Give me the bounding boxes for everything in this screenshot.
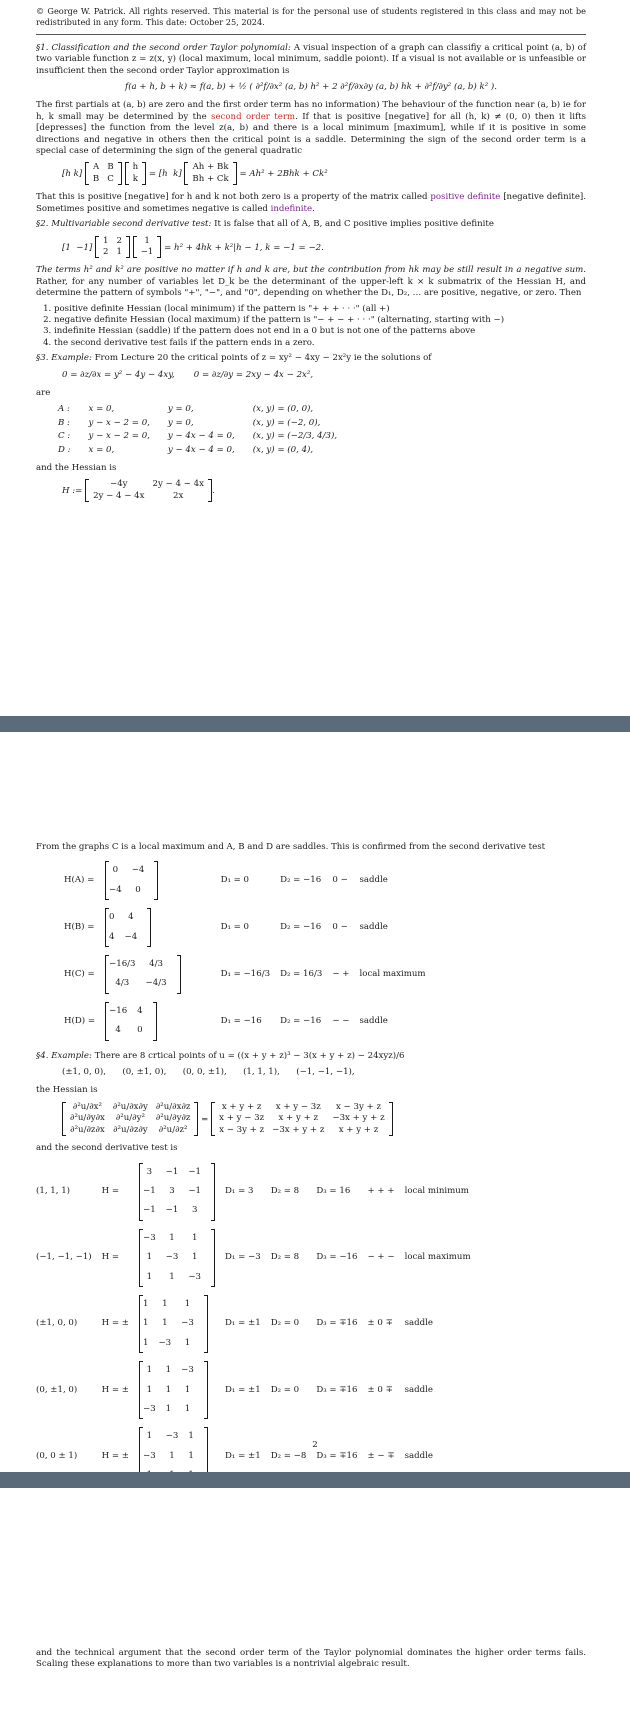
table-row: C : y − x − 2 = 0, y − 4x − 4 = 0, (x, y) = (−2/3, 4/3), bbox=[58, 431, 338, 442]
s1-para-text-b: . If that is positive [negative] for all (h, k) ≠ (0, 0) then it lifts [depresses] the function from the level z(a, b) and there is a local minimum [maximum], while if it is positive in some directions and negative in others then the critical point is a saddle. Determining the sign of the second order term is a special case of determining the sign of the general quadratic bbox=[36, 111, 586, 157]
section-2-text-2: Rather, for any number of variables let D_k be the determinant of the upper-left k × k submatrix of the Hessian H, and determine the pattern of symbols "+", "−", and "0", depending on whether the D₁, D₂, … are positive, negative, or zero. Then bbox=[36, 276, 586, 299]
critical-points-list: (±1, 0, 0), (0, ±1, 0), (0, 0, ±1), (1, 1, 1), (−1, −1, −1), bbox=[62, 1067, 355, 1078]
section-1-text: A visual inspection of a graph can classifiy a critical point (a, b) of two variable function z = z(x, y) (local maximum, local minimum, saddle poiont). If a visual is not available or is unfeasible or insufficient then the second order Taylor approximation is bbox=[36, 42, 586, 76]
hessian-3x3: 3 −1 −1 −1 3 −1 −1 −1 3 bbox=[139, 1163, 215, 1221]
list-item: 1. positive definite Hessian (local minimum) if the pattern is "+ + + · · ·" (all +) bbox=[54, 304, 586, 315]
hessian-3d: ∂²u/∂x² ∂²u/∂x∂y ∂²u/∂x∂z ∂²u/∂y∂x ∂²u/∂y² ∂²u/∂y∂z ∂²u/∂z∂x ∂²u/∂z∂y ∂²u/∂z² = x + y + z x + y − 3z x − 3y + z x + y − 3z x + y + z −3x + y + z x − 3y + z −3x + y + z x + y + z bbox=[36, 1102, 586, 1136]
hessian-3x3: −3 1 1 1 −3 1 1 1 −3 bbox=[139, 1229, 215, 1287]
page-1 bbox=[0, 0, 630, 716]
counterexample-result: = h² + 4hk + k²|h − 1, k = −1 = −2. bbox=[164, 242, 324, 253]
are-label: are bbox=[36, 387, 51, 398]
table-row: (0, 0 ± 1) H = ± 1 −3 1 −3 1 1 D₁ = ±1 D₂ = −8 D₃ = ∓16 ± − ∓ saddle bbox=[36, 1423, 481, 1489]
second-order-term-link[interactable]: second order term bbox=[211, 111, 296, 122]
divider bbox=[36, 34, 586, 35]
section-1-title: §1. Classification and the second order Taylor polynomial: bbox=[36, 42, 291, 53]
test-rules-list bbox=[36, 304, 586, 350]
s1-p2-text-a: That this is positive [negative] for h and k not both zero is a property of the matrix called bbox=[36, 192, 428, 203]
counterexample-matrix: 1 2 2 1 bbox=[95, 236, 130, 259]
hessian-3x3: 1 1 −3 1 1 1 −3 1 1 bbox=[139, 1361, 208, 1419]
list-item: 2. negative definite Hessian (local maximum) if the pattern is "− + − + · · ·" (alternating, starting with −) bbox=[54, 315, 586, 326]
table-row: H(A) = 0 −4 −4 0 D₁ = 0 D₂ = −16 0 − saddle bbox=[64, 857, 436, 904]
critical-points-table bbox=[58, 403, 355, 457]
section-4-title: §4. Example: bbox=[36, 1050, 92, 1061]
partials-eq bbox=[36, 370, 586, 381]
list-item: 3. indefinite Hessian (saddle) if the pattern does not end in a 0 but is not one of the patterns above bbox=[54, 326, 586, 337]
quad-expansion: = Ah² + 2Bhk + Ck² bbox=[239, 169, 328, 180]
hessian-A: 0 −4 −4 0 bbox=[105, 861, 158, 900]
taylor-formula: f(a + h, b + k) ≈ f(a, b) + ½ ( ∂²f/∂x² (a, b) h² + 2 ∂²f/∂x∂y (a, b) hk + ∂²f/∂y² (a, b) k² ). bbox=[125, 82, 497, 93]
indefinite-link[interactable]: indefinite bbox=[270, 203, 313, 214]
page-number: 2 bbox=[312, 1440, 318, 1450]
hessian-intro: and the Hessian is bbox=[36, 463, 117, 473]
table-row: B : y − x − 2 = 0, y = 0, (x, y) = (−2, 0), bbox=[58, 417, 321, 428]
hessian-values: x + y + z x + y − 3z x − 3y + z x + y − 3z x + y + z −3x + y + z x − 3y + z −3x + y + z x + y + z bbox=[211, 1102, 393, 1136]
table-row: (1, 1, 1) H = 3 −1 −1 −1 3 −1 −1 −1 3 D₁ = 3 D₂ = 8 D₃ = 16 + + + local minimum bbox=[36, 1159, 481, 1225]
section-1-intro bbox=[36, 43, 586, 77]
page-1-content bbox=[36, 6, 586, 509]
list-item: 4. the second derivative test fails if the pattern ends in a zero. bbox=[54, 338, 586, 349]
hessian-3x3: 1 1 1 1 1 −3 1 −3 1 bbox=[139, 1295, 208, 1353]
table-row: D : x = 0, y − 4x − 4 = 0, (x, y) = (0, 4), bbox=[58, 444, 314, 455]
table-row: A : x = 0, y = 0, (x, y) = (0, 0), bbox=[58, 404, 314, 415]
continuation-text: and the technical argument that the second order term of the Taylor polynomial dominates the higher order terms fails. Scaling these explanations to more than two variables is a nontrivial algebraic result. bbox=[36, 1648, 586, 1670]
hessian-matrix: −4y 2y − 4 − 4x 2y − 4 − 4x 2x bbox=[85, 479, 212, 502]
section-3-title: §3. Example: bbox=[36, 353, 92, 364]
copyright-notice: © George W. Patrick. All rights reserved. This material is for the personal use of students registered in this class and may not be redistributed in any form. This date: October 25, 2024. bbox=[36, 6, 586, 28]
page-2 bbox=[0, 732, 630, 1472]
hessian-3x3: 1 −3 1 −3 1 1 bbox=[139, 1427, 208, 1485]
s1-p2-text-b: [negative definite]. Sometimes positive and sometimes negative is called bbox=[36, 192, 587, 214]
hessian-C: −16/3 4/3 4/3 −4/3 bbox=[105, 955, 181, 994]
section-1-para-1 bbox=[36, 100, 586, 157]
table-row: (−1, −1, −1) H = −3 1 1 1 −3 1 1 1 −3 D₁ = −3 D₂ = 8 D₃ = −16 − + − local maximum bbox=[36, 1225, 481, 1291]
section-2-para bbox=[36, 265, 586, 299]
hessian-D: −16 4 4 0 bbox=[105, 1002, 157, 1041]
s1-p2-period: . bbox=[312, 203, 315, 214]
hessian-intro-3d: the Hessian is bbox=[36, 1085, 98, 1096]
hessian-general: H := −4y 2y − 4 − 4x 2y − 4 − 4x 2x . bbox=[62, 479, 215, 501]
hessian-tests-2x2 bbox=[64, 857, 436, 1044]
table-row: H(C) = −16/3 4/3 4/3 −4/3 D₁ = −16/3 D₂ = 16/3 − + local maximum bbox=[64, 951, 436, 998]
s1-para-text-a: The first partials at (a, b) are zero and the first order term has no information) The behaviour of the function near (a, b) ie for h, k small may be determined by the bbox=[36, 100, 586, 122]
page-3 bbox=[0, 1488, 630, 1728]
test-intro: and the second derivative test is bbox=[36, 1143, 178, 1154]
section-2-italic: The terms h² and k² are positive no matter if h and k are, but the contribution from hk may be still result in a negative sum. bbox=[36, 265, 586, 276]
graphs-confirmation: From the graphs C is a local maximum and A, B and D are saddles. This is confirmed from the second derivative test bbox=[36, 842, 546, 852]
table-row: (0, ±1, 0) H = ± 1 1 −3 1 1 1 −3 1 1 D₁ = ±1 D₂ = 0 D₃ = ∓16 ± 0 ∓ saddle bbox=[36, 1357, 481, 1423]
section-4-text: There are 8 crtical points of u = ((x + y + z)³ − 3(x + y + z) − 24xyz)/6 bbox=[94, 1050, 405, 1061]
hessian-B: 0 4 4 −4 bbox=[105, 908, 151, 947]
section-3-text: From Lecture 20 the critical points of z = xy² − 4xy − 2x²y ie the solutions of bbox=[94, 353, 432, 364]
quad-matrix-AB: A B B C bbox=[85, 162, 122, 185]
section-4-intro bbox=[36, 1051, 586, 1062]
section-2-text: It is false that all of A, B, and C positive implies positive definite bbox=[214, 219, 494, 230]
table-row: H(D) = −16 4 4 0 D₁ = −16 D₂ = −16 − − saddle bbox=[64, 998, 436, 1045]
partial-x-eq: 0 = ∂z/∂x = y² − 4y − 4xy, bbox=[62, 369, 175, 380]
table-row: (±1, 0, 0) H = ± 1 1 1 1 1 −3 1 −3 1 D₁ = ±1 D₂ = 0 D₃ = ∓16 ± 0 ∓ saddle bbox=[36, 1291, 481, 1357]
positive-definite-link[interactable]: positive definite bbox=[430, 192, 501, 203]
hessian-label: H := bbox=[62, 486, 83, 497]
partial-y-eq: 0 = ∂z/∂y = 2xy − 4x − 2x², bbox=[193, 369, 314, 380]
page-separator bbox=[0, 716, 630, 732]
section-3-intro bbox=[36, 353, 586, 364]
page-separator bbox=[0, 1472, 630, 1488]
page-3-content bbox=[36, 1648, 586, 1675]
section-1-para-2 bbox=[36, 192, 586, 215]
counterexample-eq: [1 −1] 1 2 2 1 1 −1 = h² + 4hk + k²|h − 1, k = −1 = −2. bbox=[62, 235, 324, 257]
quad-col-vector: h k bbox=[125, 162, 147, 185]
hessian-symbolic: ∂²u/∂x² ∂²u/∂x∂y ∂²u/∂x∂z ∂²u/∂y∂x ∂²u/∂y² ∂²u/∂y∂z ∂²u/∂z∂x ∂²u/∂z∂y ∂²u/∂z² bbox=[62, 1102, 198, 1136]
quadratic-form: [h k] A B B C h k = [h k] Ah + Bk Bh + Ck = Ah² + 2Bhk + Ck² bbox=[62, 162, 328, 184]
section-2-title: §2. Multivariable second derivative test: bbox=[36, 219, 212, 230]
counterexample-vector: 1 −1 bbox=[133, 236, 162, 259]
quad-product-vector: Ah + Bk Bh + Ck bbox=[184, 162, 236, 185]
quad-row-vector: [h k] bbox=[62, 169, 83, 180]
table-row: H(B) = 0 4 4 −4 D₁ = 0 D₂ = −16 0 − saddle bbox=[64, 904, 436, 951]
section-2-intro bbox=[36, 219, 586, 230]
